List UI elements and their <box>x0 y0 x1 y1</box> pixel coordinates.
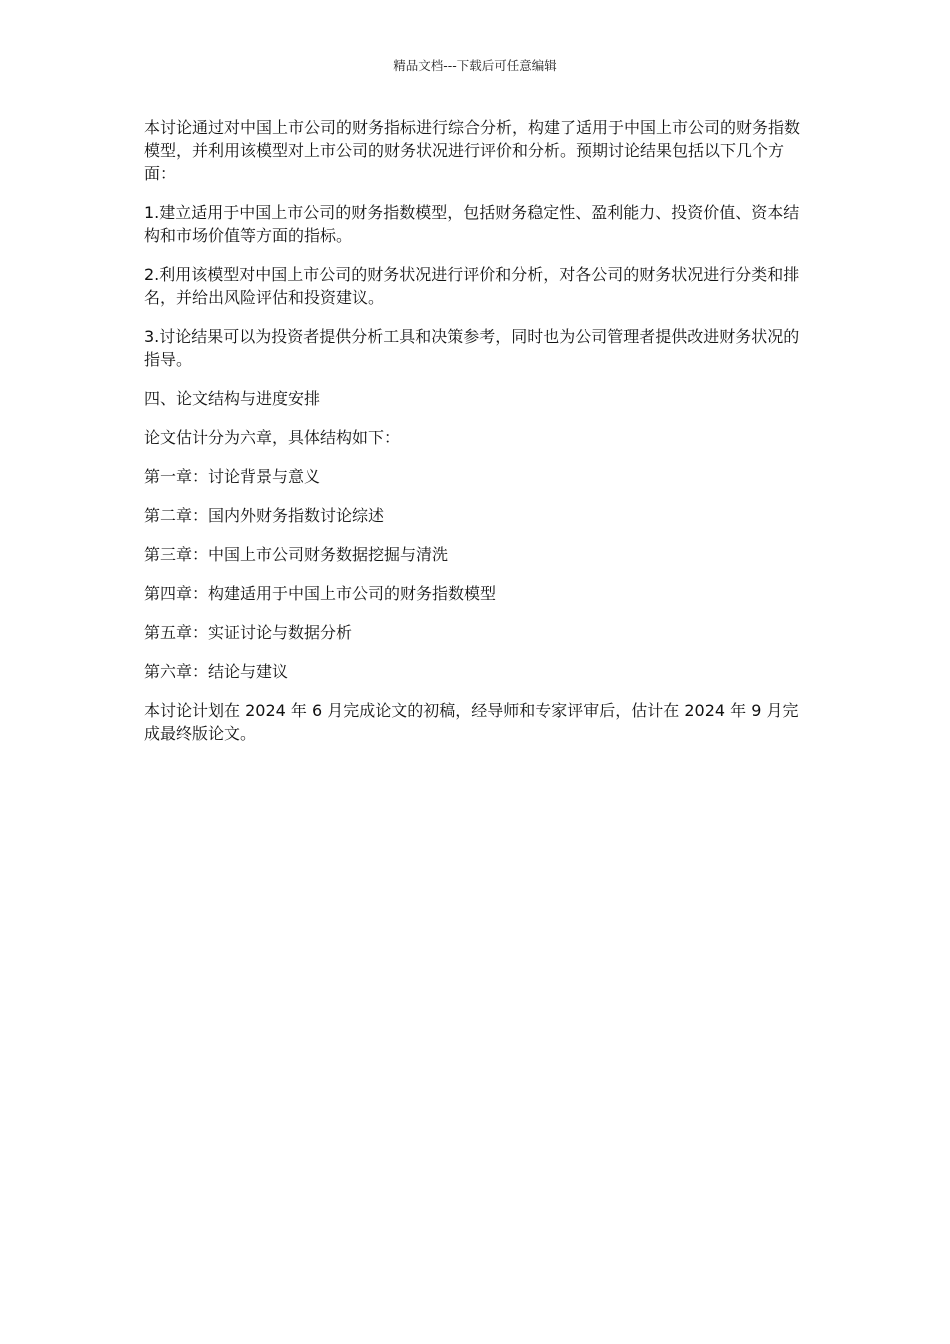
result-item-3: 3.讨论结果可以为投资者提供分析工具和决策参考，同时也为公司管理者提供改进财务状况的指导。 <box>144 327 800 369</box>
chapter-6: 第六章：结论与建议 <box>144 662 289 681</box>
chapter-5: 第五章：实证讨论与数据分析 <box>144 623 353 642</box>
page-header: 精品文档---下载后可任意编辑 <box>393 58 557 73</box>
section-heading: 四、论文结构与进度安排 <box>144 389 321 408</box>
result-item-1: 1.建立适用于中国上市公司的财务指数模型，包括财务稳定性、盈利能力、投资价值、资本结构和市场价值等方面的指标。 <box>144 203 800 245</box>
schedule-paragraph: 本讨论计划在 2024 年 6 月完成论文的初稿，经导师和专家评审后，估计在 2024 年 9 月完成最终版论文。 <box>144 701 799 743</box>
result-item-2: 2.利用该模型对中国上市公司的财务状况进行评价和分析，对各公司的财务状况进行分类和排名，并给出风险评估和投资建议。 <box>144 265 800 307</box>
chapter-3: 第三章：中国上市公司财务数据挖掘与清洗 <box>144 545 449 564</box>
document-body <box>144 116 808 761</box>
intro-paragraph: 本讨论通过对中国上市公司的财务指标进行综合分析，构建了适用于中国上市公司的财务指数模型，并利用该模型对上市公司的财务状况进行评价和分析。预期讨论结果包括以下几个方面： <box>144 118 801 183</box>
structure-intro: 论文估计分为六章，具体结构如下： <box>144 428 401 447</box>
chapter-4: 第四章：构建适用于中国上市公司的财务指数模型 <box>144 584 497 603</box>
chapter-1: 第一章：讨论背景与意义 <box>144 467 321 486</box>
chapter-2: 第二章：国内外财务指数讨论综述 <box>144 506 385 525</box>
